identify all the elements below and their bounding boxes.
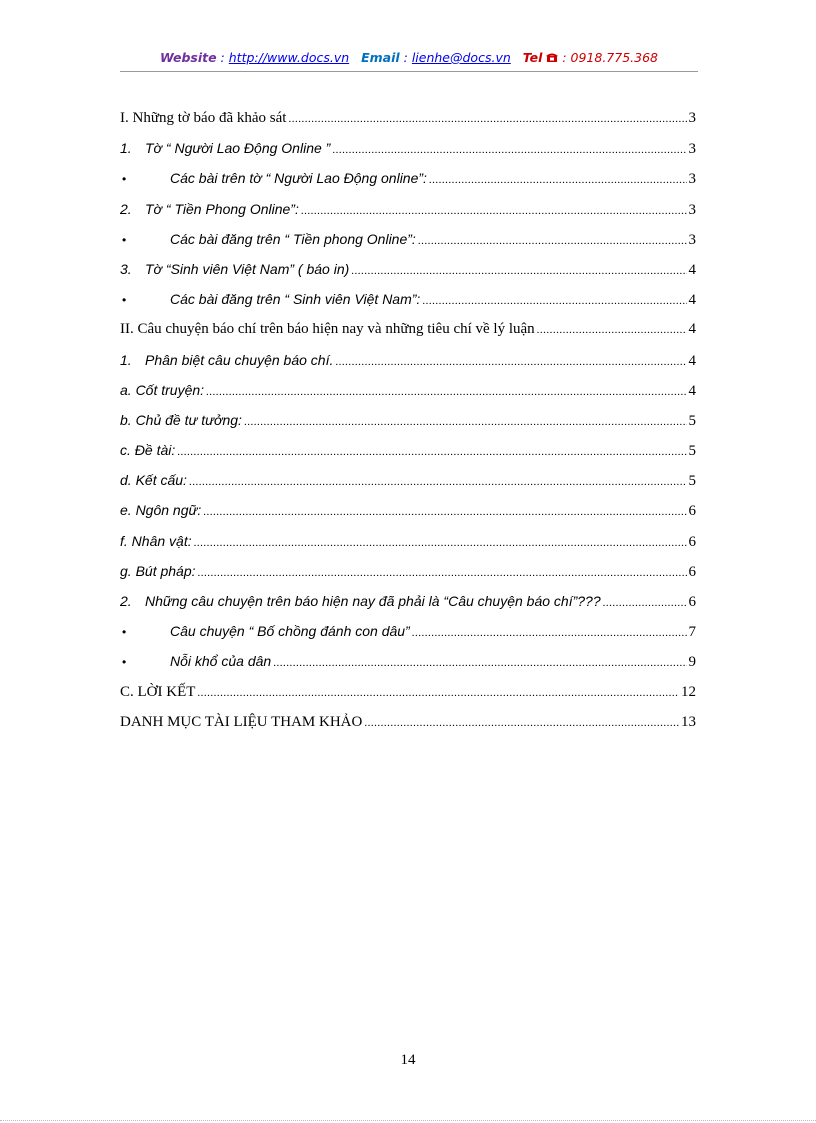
toc-entry[interactable] [120,677,696,707]
toc-entry-label: Nỗi khổ của dân [170,653,272,670]
email-label: Email [361,50,400,65]
toc-entry-page: 9 [688,654,696,671]
toc-entry[interactable] [120,375,696,405]
toc-entry[interactable] [120,616,696,646]
toc-entry-label: Câu chuyện “ Bố chồng đánh con dâu” [170,623,410,640]
toc-entry-label: c. Đề tài: [120,442,176,459]
website-separator: : [216,50,229,65]
toc-entry-label: b. Chủ đề tư tưởng: [120,411,242,428]
page-header [120,50,698,66]
toc-entry-page: 6 [688,563,696,580]
toc-entry-page: 13 [681,713,696,730]
toc-entry[interactable] [120,314,696,344]
toc-leader-dots [244,407,687,437]
toc-entry-label: Tờ “Sinh viên Việt Nam” ( báo in) [145,260,350,277]
toc-entry-label: C. LỜI KẾT [120,683,196,700]
toc-entry-page: 5 [688,412,696,429]
toc-entry-number: 1. [120,351,132,368]
bullet-icon: • [122,232,127,247]
toc-entry-label: I. Những tờ báo đã khảo sát [120,110,287,126]
toc-leader-dots [332,135,686,165]
toc-entry[interactable] [120,646,696,676]
website-label: Website [159,50,217,65]
toc-entry-page: 6 [688,594,696,610]
toc-entry-label: Các bài đăng trên “ Tiền phong Online”: [170,230,416,247]
toc-leader-dots [273,648,686,678]
toc-entry-page: 6 [688,533,696,550]
toc-entry-page: 5 [688,473,696,490]
toc-entry-page: 3 [688,141,696,158]
toc-entry-label: Các bài trên tờ “ Người Lao Động online”: [170,170,427,187]
toc-entry[interactable] [120,556,696,586]
toc-entry-label: g. Bút pháp: [120,562,196,579]
toc-leader-dots [351,256,686,286]
toc-entry[interactable] [120,133,696,163]
toc-entry-page: 4 [688,321,696,338]
tel-label: Tel [522,50,543,65]
toc-entry[interactable] [120,194,696,224]
toc-entry[interactable] [120,163,696,193]
toc-entry-label: f. Nhân vật: [120,532,192,549]
toc-leader-dots [189,467,687,497]
toc-entry-label: Các bài đăng trên “ Sinh viên Việt Nam”: [170,291,421,308]
toc-entry[interactable] [120,465,696,495]
bullet-icon: • [122,293,127,308]
toc-entry[interactable] [120,435,696,465]
toc-entry-label: II. Câu chuyện báo chí trên báo hiện nay và những tiêu chí về lý luận [120,321,535,338]
toc-entry-label: Những câu chuyện trên báo hiện nay đã phải là “Câu chuyện báo chí”??? [145,593,601,609]
website-link[interactable]: http://www.docs.vn [228,50,350,65]
toc-entry-label: Tờ “ Tiền Phong Online”: [145,200,299,217]
toc-entry[interactable] [120,707,696,737]
toc-leader-dots [418,226,687,256]
bullet-icon: • [122,625,127,640]
header-divider [120,71,698,72]
toc-entry-page: 3 [688,201,696,218]
toc-entry-label: e. Ngôn ngữ: [120,502,202,519]
toc-entry-page: 4 [688,292,696,309]
email-link[interactable]: lienhe@docs.vn [411,50,511,65]
toc-entry-page: 4 [688,352,696,369]
toc-entry-number: 2. [120,593,132,609]
toc-entry[interactable] [120,284,696,314]
tel-value: : 0918.775.368 [558,50,658,65]
toc-entry[interactable] [120,254,696,284]
page-bottom-border [0,1120,816,1121]
toc-entry-number: 2. [120,200,132,217]
toc-entry-label: a. Cốt truyện: [120,381,205,398]
toc-entry-page: 3 [688,110,696,126]
toc-leader-dots [288,104,686,134]
toc-leader-dots [335,347,686,377]
toc-entry-label: DANH MỤC TÀI LIỆU THAM KHẢO [120,713,363,730]
page-number: 14 [400,1052,416,1068]
toc-leader-dots [537,315,687,345]
toc-entry-page: 3 [688,171,696,188]
toc-leader-dots [364,708,679,738]
phone-icon [546,51,558,66]
toc-leader-dots [197,678,679,708]
toc-leader-dots [206,377,686,407]
toc-leader-dots [194,528,687,558]
toc-leader-dots [422,286,686,316]
bullet-icon: • [122,655,127,670]
toc-entry[interactable] [120,345,696,375]
toc-leader-dots [177,437,686,467]
toc-entry-page: 12 [681,683,696,700]
toc-entry[interactable] [120,405,696,435]
toc-entry-page: 7 [688,624,696,641]
toc-leader-dots [412,618,687,648]
toc-entry[interactable] [120,586,696,616]
email-separator: : [399,50,412,65]
toc-entry-page: 3 [688,231,696,248]
toc-entry[interactable] [120,103,696,133]
bullet-icon: • [122,172,127,187]
toc-entry-page: 4 [688,382,696,399]
toc-leader-dots [301,196,687,226]
toc-leader-dots [203,497,686,527]
toc-entry-page: 6 [688,503,696,520]
toc-entry-label: Phân biệt câu chuyện báo chí. [145,351,334,368]
toc-entry-number: 3. [120,260,132,277]
toc-entry-page: 4 [688,261,696,278]
table-of-contents [120,103,696,737]
toc-entry[interactable] [120,495,696,525]
toc-entry-page: 5 [688,443,696,460]
toc-entry-number: 1. [120,140,132,157]
toc-entry[interactable] [120,224,696,254]
toc-leader-dots [429,165,687,195]
toc-entry-label: d. Kết cấu: [120,472,187,489]
toc-leader-dots [198,558,687,588]
toc-entry[interactable] [120,526,696,556]
toc-entry-label: Tờ “ Người Lao Động Online ” [145,140,331,157]
toc-leader-dots [603,588,687,618]
